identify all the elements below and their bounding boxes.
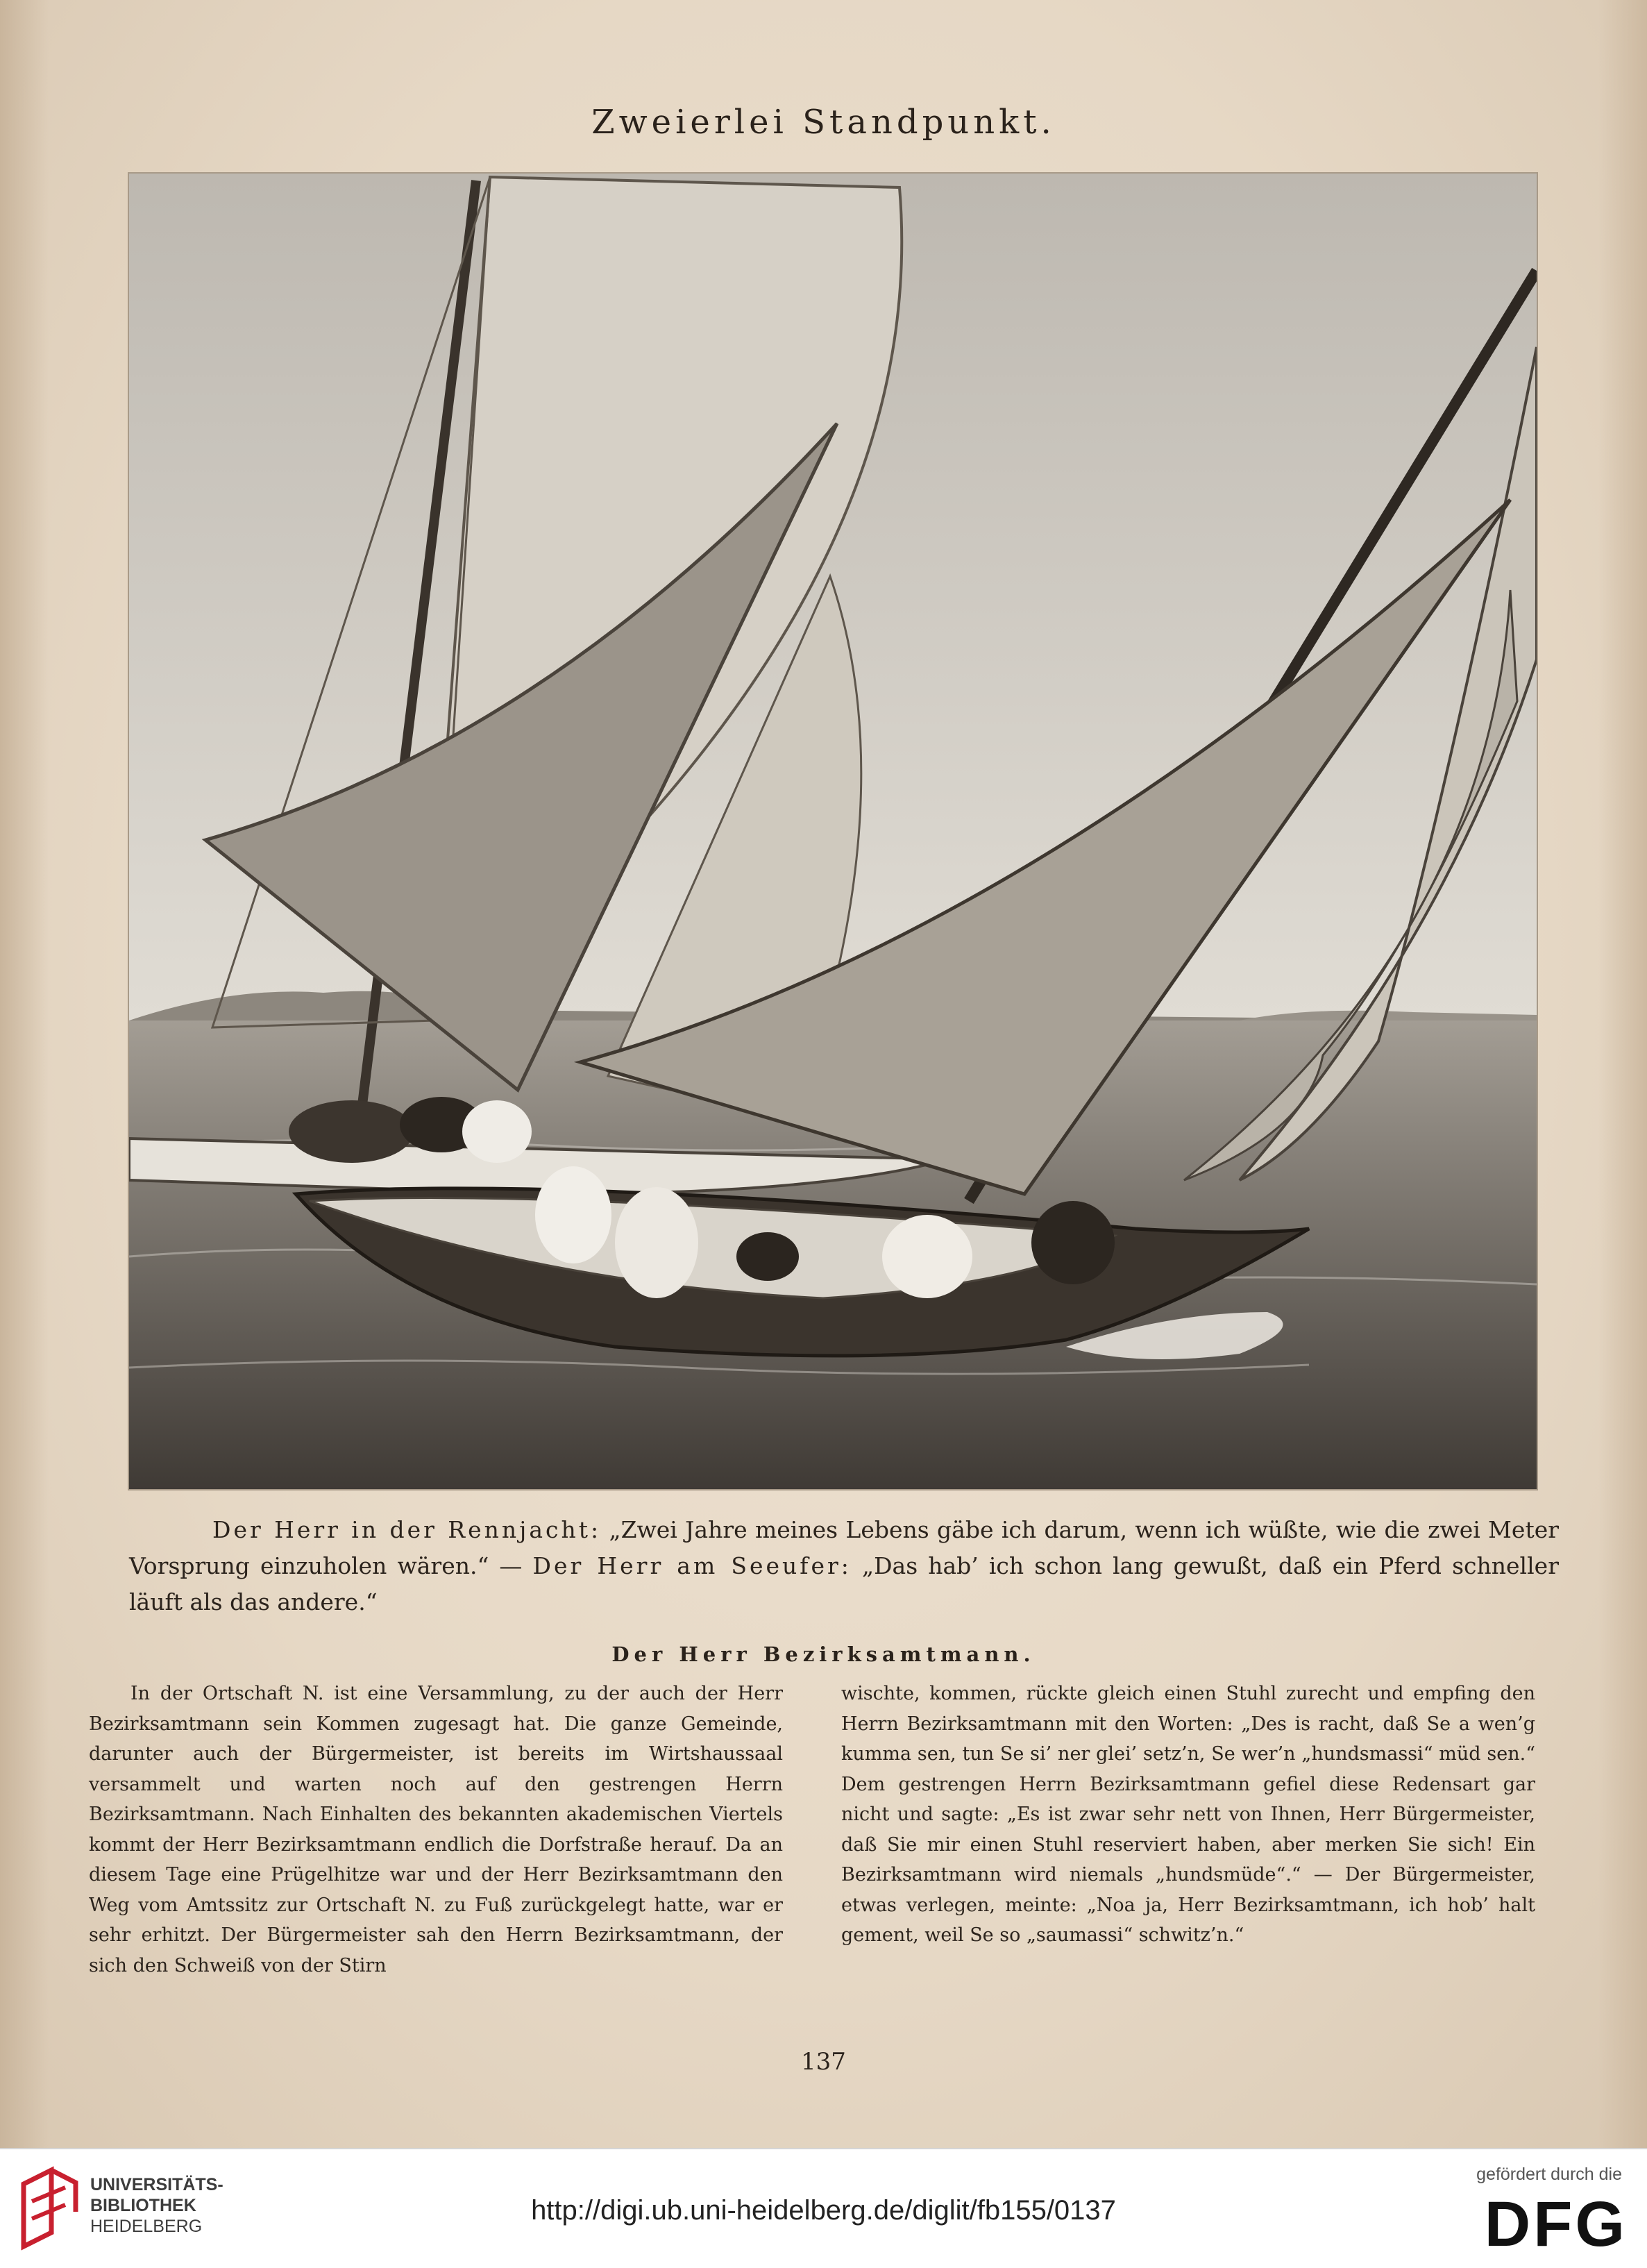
funded-by-label: gefördert durch die (1476, 2165, 1622, 2184)
permalink-url[interactable]: http://digi.ub.uni-heidelberg.de/diglit/fb155/0137 (531, 2195, 1116, 2226)
page-title: Zweierlei Standpunkt. (591, 103, 1056, 142)
dfg-logo: DFG (1484, 2189, 1628, 2260)
caption-speaker-1: Der Herr in der Rennjacht: (212, 1516, 602, 1543)
page-shadow-right (1598, 0, 1647, 2148)
institution-line-2: BIBLIOTHEK (90, 2196, 196, 2215)
institution-line-1: UNIVERSITÄTS- (90, 2175, 223, 2194)
page-shadow-left (0, 0, 49, 2148)
page-number: 137 (801, 2048, 846, 2076)
viewer-footer (0, 2148, 1647, 2268)
caption-speaker-2: Der Herr am Seeufer: (532, 1552, 852, 1579)
story-left-column: In der Ortschaft N. ist eine Versammlung, zu der auch der Herr Bezirksamtmann sein Kommen zugesagt hat. Die ganze Gemeinde, darunter auch der Bürgermeister, ist bereits im Wirtshaussaal versammelt und warten noch auf den gestrengen Herrn Bezirksamtmann. Nach Einhalten des bekannten akademischen Viertels kommt der Herr Bezirksamtmann endlich die Dorfstraße herauf. Da an diesem Tage eine Prügelhitze war und der Herr Bezirksamtmann den Weg vom Amtssitz zur Ortschaft N. zu Fuß zurückgelegt hatte, war er sehr erhitzt. Der Bürgermeister sah den Herrn Bezirksamtmann, der sich den Schweiß von der Stirn (89, 1683, 783, 1976)
story-title: Der Herr Bezirksamtmann. (611, 1643, 1036, 1666)
caption-speech-1: „Zwei Jahre meines Lebens gäbe ich darum, wenn ich wüßte, wie die zwei Meter Vorsprung einzuholen wären.“ — (129, 1516, 1560, 1579)
caption-speech-2: „Das hab’ ich schon lang gewußt, daß ein Pferd schneller läuft als das andere.“ (129, 1552, 1559, 1615)
illustration-caption (129, 1512, 1559, 1620)
sailing-yachts-illustration (129, 174, 1537, 1489)
story-right-column: wischte, kommen, rückte gleich einen Stuhl zurecht und empfing den Herrn Bezirksamtmann mit den Worten: „Des is racht, daß Se a wen’g kumma sen, tun Se si’ ner glei’ setz’n, Se wer’n „hundsmassi“ müd sen.“ Dem gestrengen Herrn Bezirksamtmann gefiel diese Redensart gar nicht und sagte: „Es ist zwar sehr nett von Ihnen, Herr Bürgermeister, daß Sie mir einen Stuhl reserviert haben, aber merken Sie sich! Ein Bezirksamtmann wird niemals „hundsmüde“.“ — Der Bürgermeister, etwas verlegen, meinte: „Noa ja, Herr Bezirksamtmann, ich hob’ halt gement, weil Se so „saumassi“ schwitz’n.“ (841, 1683, 1535, 1946)
institution-line-3: HEIDELBERG (90, 2217, 203, 2236)
